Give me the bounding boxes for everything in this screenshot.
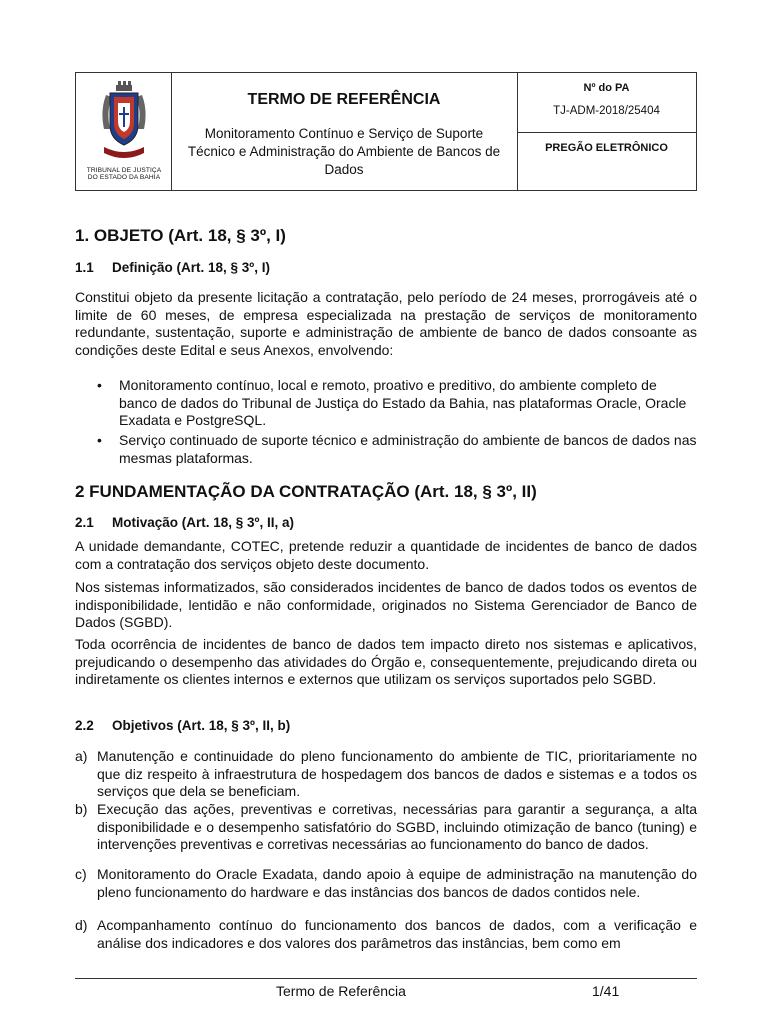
- item-text: Execução das ações, preventivas e corretivas, necessárias para garantir a segurança, a alta disponibilidade e o desempenho satisfatório do SGBD, incluindo otimização de banco (tuning) e intervenções preventivas e corretivas necessárias ao funcionamento do banco de dados.: [97, 801, 697, 853]
- bullet-text: Monitoramento contínuo, local e remoto, proativo e preditivo, do ambiente completo de banco de dados do Tribunal de Justiça do Estado da Bahia, nas plataformas Oracle, Oracle Exadata e PostgreSQL.: [119, 377, 687, 429]
- item-text: Monitoramento do Oracle Exadata, dando apoio à equipe de administração na manutenção do pleno funcionamento do hardware e das instâncias dos bancos de dados contidos nele.: [97, 866, 697, 900]
- motivation-paragraph-2: Nos sistemas informatizados, são considerados incidentes de banco de dados todos os eventos de indisponibilidade, lentidão e não conformidade, originados no Sistema Gerenciador de Banco de Dados (SGBD).: [75, 579, 697, 631]
- cell-divider: [517, 132, 696, 133]
- section-title: Objetivos (Art. 18, § 3º, II, b): [112, 718, 291, 733]
- procurement-modality: PREGÃO ELETRÔNICO: [545, 142, 668, 154]
- page-number: 1/41: [592, 983, 620, 999]
- bullet-icon: •: [97, 432, 102, 448]
- pa-label: Nº do PA: [583, 82, 630, 94]
- motivation-paragraph-3: Toda ocorrência de incidentes de banco de dados tem impacto direto nos sistemas e aplicativos, prejudicando o desempenho das atividades do Órgão e, consequentemente, prejudicando direta ou indiretamente os clientes internos e externos que utilizam os serviços suportados pelo SGBD.: [75, 636, 697, 688]
- item-label: b): [75, 801, 88, 817]
- pa-number: TJ-ADM-2018/25404: [553, 105, 660, 117]
- item-text: Manutenção e continuidade do pleno funcionamento do ambiente de TIC, prioritariamente no que diz respeito à infraestrutura de hospedagem dos bancos de dados e sistemas e a todos os serviços que dela se beneficiam.: [97, 748, 697, 800]
- object-paragraph: Constitui objeto da presente licitação a contratação, pelo período de 24 meses, prorrogáveis até o limite de 60 meses, de empresa especializada na prestação de serviços de monitoramento redundante, sustentação, suporte e administração de ambiente de banco de dados consoante as condições deste Edital e seus Anexos, envolvendo:: [75, 289, 697, 358]
- item-label: a): [75, 748, 88, 764]
- section-number: 2.1: [75, 515, 94, 530]
- section-title: Definição (Art. 18, § 3º, I): [112, 260, 270, 275]
- footer-rule: [75, 978, 697, 979]
- logo-caption: TRIBUNAL DE JUSTIÇA DO ESTADO DA BAHIA: [86, 167, 162, 181]
- item-text: Acompanhamento contínuo do funcionamento dos bancos de dados, com a verificação e análise dos indicadores e dos valores dos parâmetros das instâncias, bem como em: [97, 917, 697, 951]
- footer-title: Termo de Referência: [276, 983, 406, 999]
- section-1-1-heading: [75, 260, 270, 275]
- motivation-paragraph-1: A unidade demandante, COTEC, pretende reduzir a quantidade de incidentes de banco de dados com a contratação dos serviços objeto deste documento.: [75, 538, 697, 572]
- court-logo: [86, 81, 162, 185]
- item-label: c): [75, 866, 87, 882]
- section-2-2-heading: [75, 718, 290, 733]
- section-2-1-heading: [75, 515, 294, 530]
- coat-of-arms-icon: [98, 81, 150, 165]
- section-1-heading: 1. OBJETO (Art. 18, § 3º, I): [75, 226, 286, 245]
- document-subtitle: Monitoramento Contínuo e Serviço de Suporte Técnico e Administração do Ambiente de Bancos de Dados: [187, 126, 501, 177]
- section-number: 1.1: [75, 260, 94, 275]
- item-label: d): [75, 917, 88, 933]
- document-title: TERMO DE REFERÊNCIA: [247, 91, 441, 108]
- header-table: [75, 72, 697, 191]
- section-2-heading: 2 FUNDAMENTAÇÃO DA CONTRATAÇÃO (Art. 18, § 3º, II): [75, 482, 537, 501]
- title-cell: [171, 73, 518, 190]
- logo-cell: [76, 73, 172, 190]
- bullet-text: Serviço continuado de suporte técnico e administração do ambiente de bancos de dados nas mesmas plataformas.: [119, 432, 697, 466]
- bullet-icon: •: [97, 377, 102, 393]
- section-title: Motivação (Art. 18, § 3º, II, a): [112, 515, 294, 530]
- process-cell: [517, 73, 696, 190]
- section-number: 2.2: [75, 718, 94, 733]
